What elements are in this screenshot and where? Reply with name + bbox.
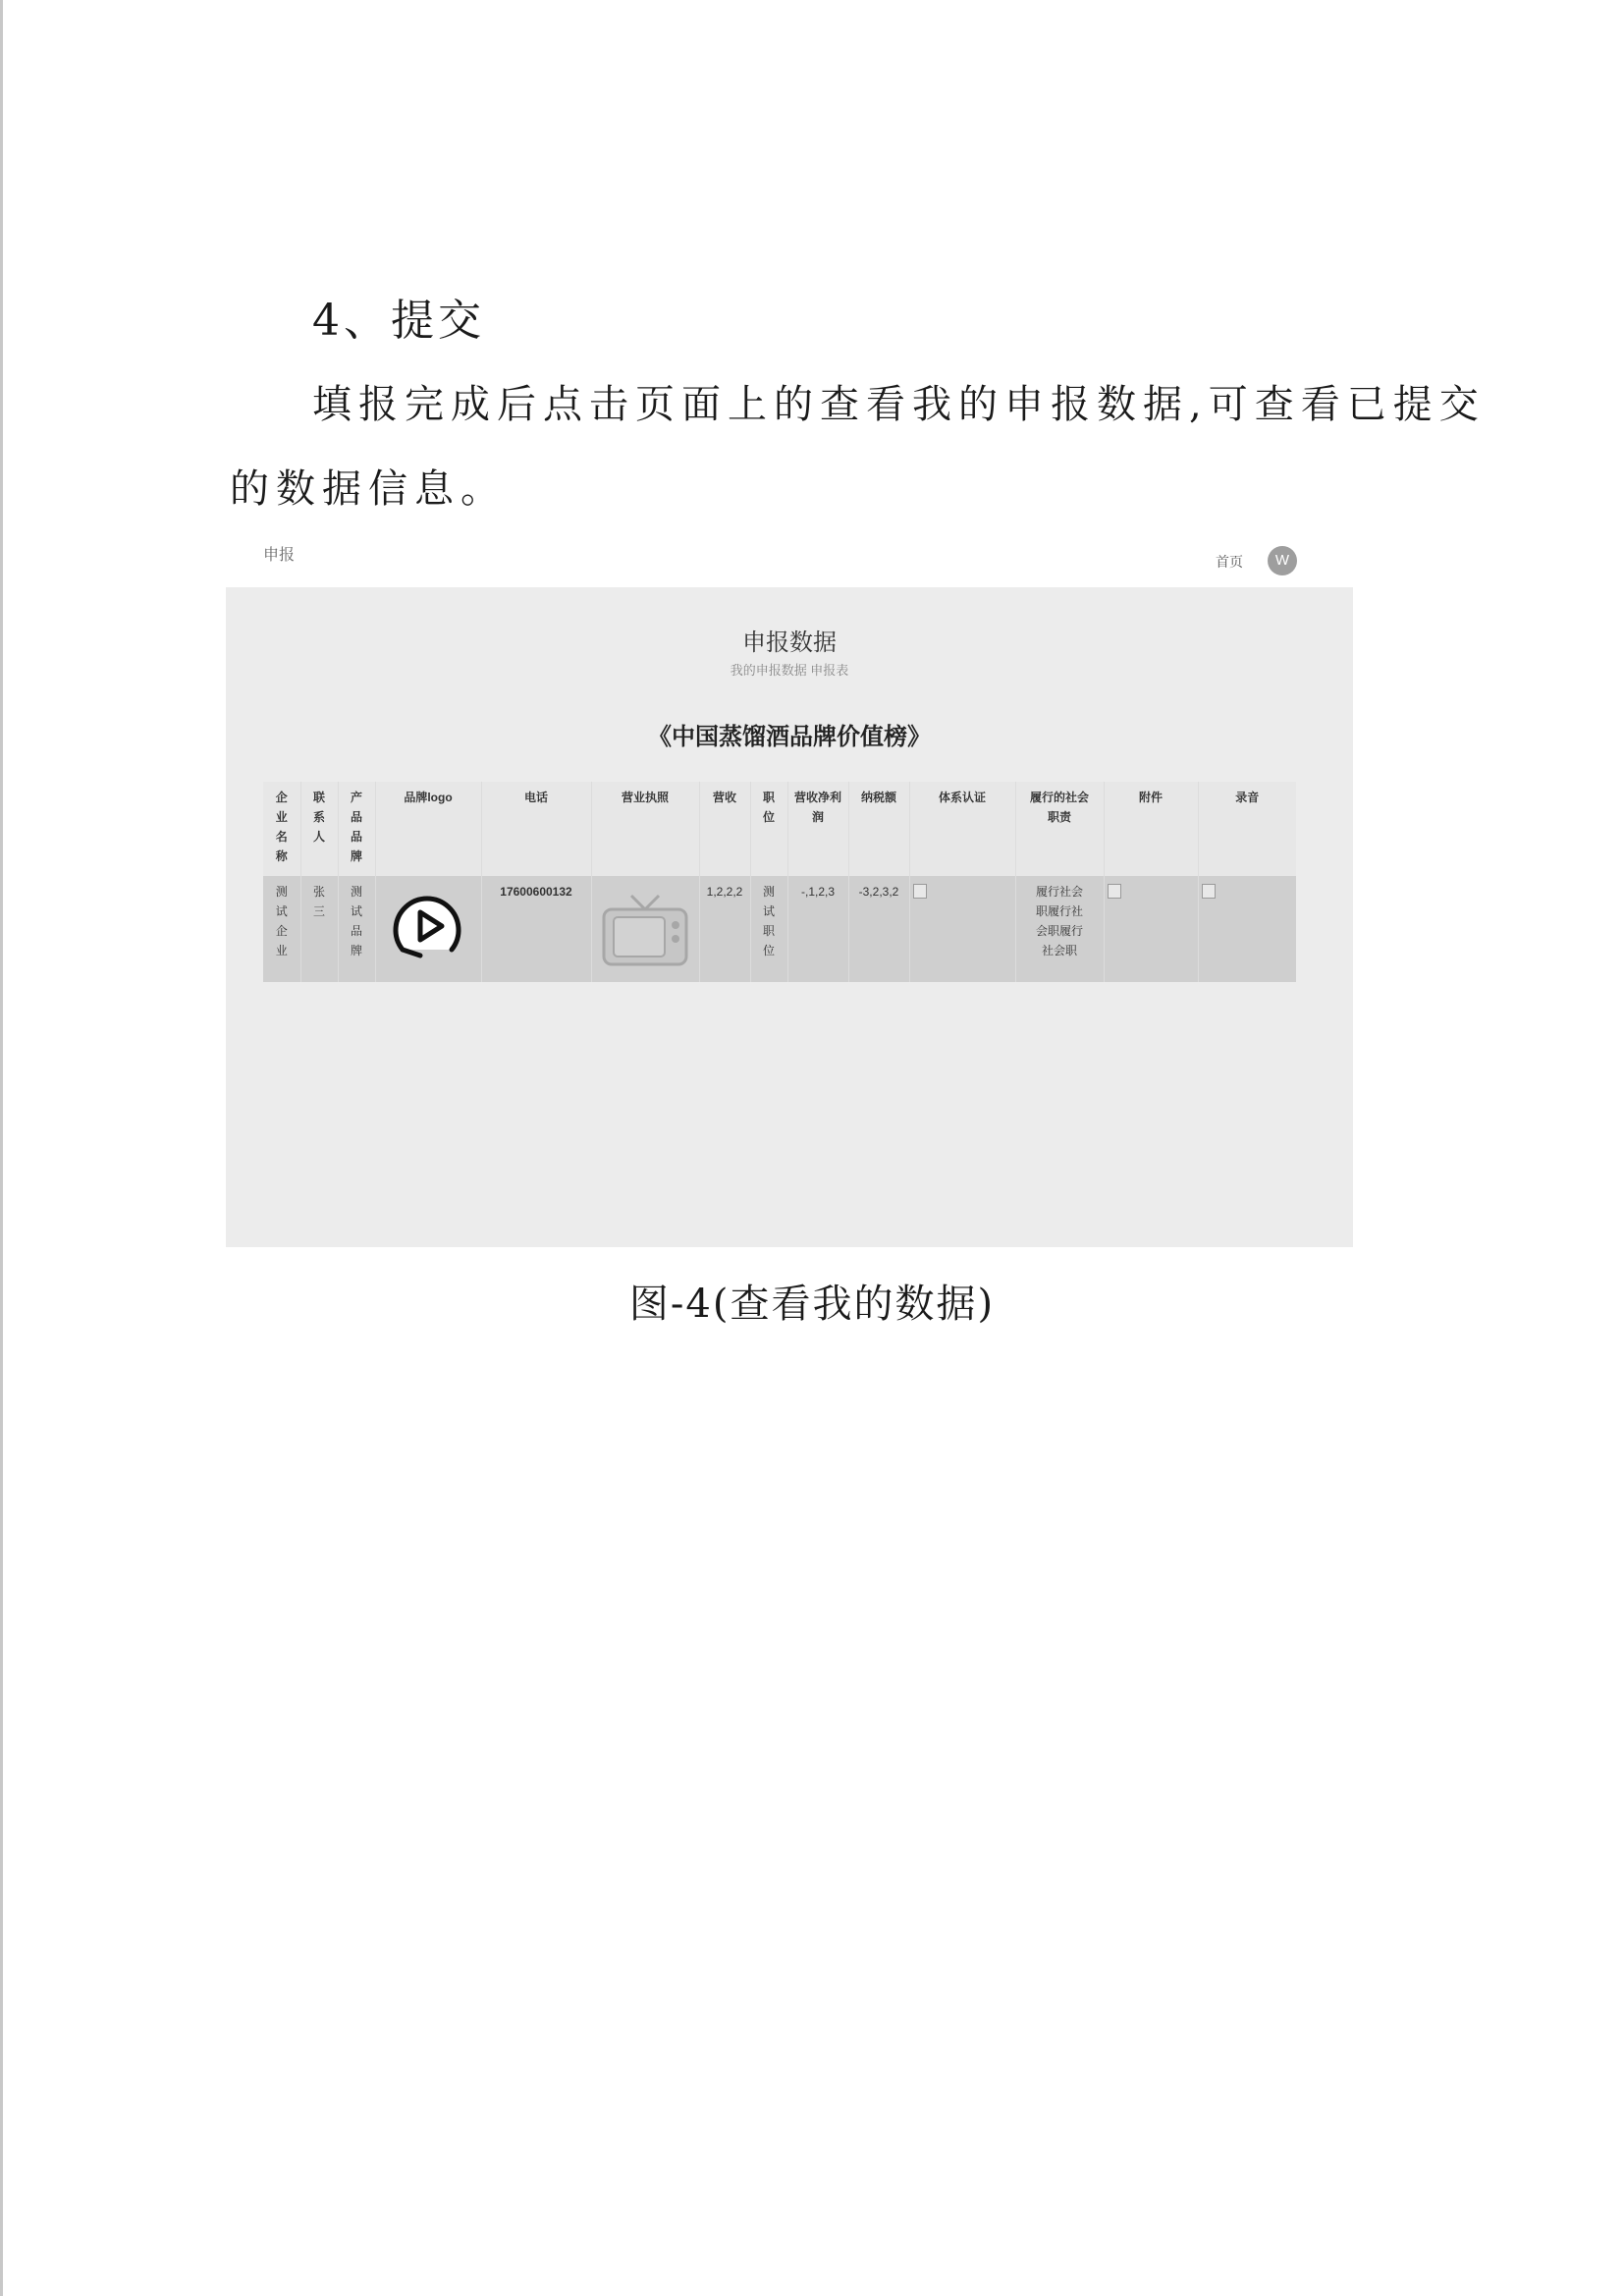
header-certification: 体系认证 (909, 782, 1015, 876)
screenshot-panel (226, 587, 1353, 1247)
page-title: 申报数据 (742, 629, 837, 656)
cell-license (591, 876, 699, 982)
broken-image-icon[interactable] (913, 884, 927, 899)
cell-recording (1198, 876, 1296, 982)
table-header-row (263, 782, 1296, 876)
cell-attachment (1104, 876, 1198, 982)
paragraph-line-1: 填报完成后点击页面上的查看我的申报数据,可查看已提交 (312, 382, 1486, 427)
paragraph-line-2: 的数据信息。 (230, 466, 507, 512)
cell-tax: -3,2,3,2 (848, 876, 909, 982)
declaration-table (263, 782, 1296, 982)
cell-position: 测试职位 (750, 876, 787, 982)
play-circle-icon[interactable] (391, 889, 465, 963)
cell-social-responsibility: 履行社会职履行社会职履行社会职 (1015, 876, 1104, 982)
cell-brand: 测试品牌 (338, 876, 375, 982)
broken-image-icon[interactable] (1202, 884, 1216, 899)
header-contact: 联系人 (300, 782, 338, 876)
cell-phone: 17600600132 (481, 876, 591, 982)
app-bar-title[interactable]: 申报 (263, 547, 296, 564)
ranking-title: 《中国蒸馏酒品牌价值榜》 (648, 724, 931, 750)
home-link[interactable]: 首页 (1216, 554, 1243, 570)
cell-revenue: 1,2,2,2 (699, 876, 750, 982)
header-attachment: 附件 (1104, 782, 1198, 876)
cell-certification (909, 876, 1015, 982)
section-heading: 4、提交 (312, 296, 485, 346)
header-logo: 品牌logo (375, 782, 481, 876)
tv-icon[interactable] (598, 892, 692, 970)
header-brand: 产品品牌 (338, 782, 375, 876)
header-tax: 纳税额 (848, 782, 909, 876)
header-recording: 录音 (1198, 782, 1296, 876)
cell-contact: 张三 (300, 876, 338, 982)
header-phone: 电话 (481, 782, 591, 876)
page-edge (0, 0, 3, 2296)
avatar[interactable]: W (1268, 546, 1297, 575)
header-net-profit: 营收净利润 (787, 782, 848, 876)
cell-net-profit: -,1,2,3 (787, 876, 848, 982)
cell-company: 测试企业 (275, 885, 288, 957)
table-row (263, 876, 1296, 982)
header-license: 营业执照 (591, 782, 699, 876)
figure-caption: 图-4(查看我的数据) (628, 1282, 996, 1327)
cell-logo (375, 876, 481, 982)
breadcrumb[interactable]: 我的申报数据 申报表 (730, 663, 849, 678)
header-position: 职位 (750, 782, 787, 876)
broken-image-icon[interactable] (1108, 884, 1121, 899)
header-social-responsibility: 履行的社会职责 (1015, 782, 1104, 876)
header-company: 企业名称 (275, 791, 288, 863)
header-revenue: 营收 (699, 782, 750, 876)
